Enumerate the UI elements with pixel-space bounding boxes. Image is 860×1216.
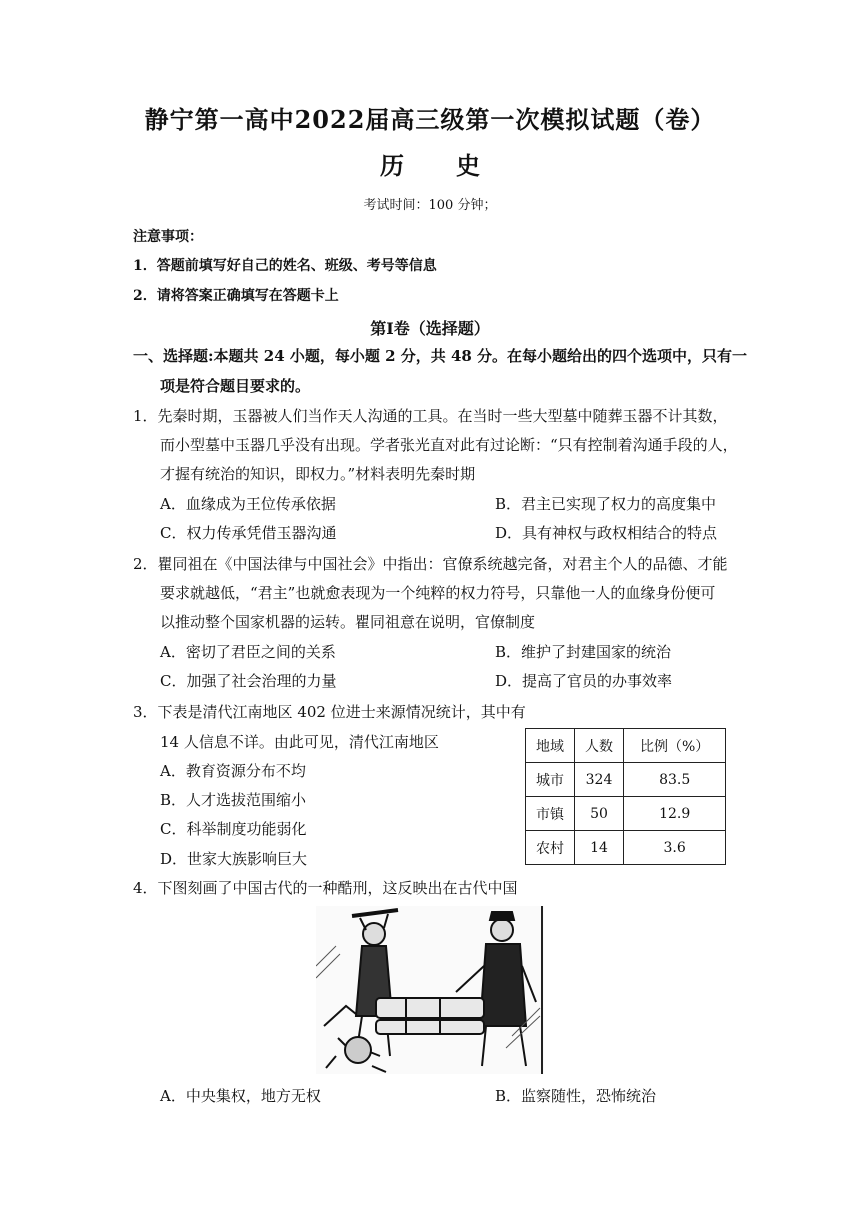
table-header-row [526,729,726,763]
q2-option-b: B．维护了封建国家的统治 [495,643,672,661]
q1-line-3: 才握有统治的知识，即权力。”材料表明先秦时期 [160,465,476,483]
q2-option-d: D．提高了官员的办事效率 [495,672,673,690]
table-cell: 3.6 [624,831,726,865]
table-cell: 农村 [526,831,575,865]
torture-illustration [316,906,544,1074]
q3-option-b: B．人才选拔范围缩小 [160,791,307,809]
jinshi-origin-table [525,728,726,865]
q2-option-c: C．加强了社会治理的力量 [160,672,337,690]
table-header-cell: 地域 [526,729,575,763]
table-cell: 324 [575,763,624,797]
q3-option-c: C．科举制度功能弱化 [160,820,307,838]
q4-option-b: B．监察随性，恐怖统治 [495,1087,657,1105]
q3-option-d: D．世家大族影响巨大 [160,850,308,868]
q1-line-1: 1．先秦时期，玉器被人们当作天人沟通的工具。在当时一些大型墓中随葬玉器不计其数， [133,407,728,425]
q2-line-1: 2．瞿同祖在《中国法律与中国社会》中指出：官僚系统越完备，对君主个人的品德、才能 [133,555,728,573]
table-cell: 城市 [526,763,575,797]
q3-option-a: A．教育资源分布不均 [160,762,306,780]
table-header-cell: 比例（%） [624,729,726,763]
q1-option-c: C．权力传承凭借玉器沟通 [160,524,337,542]
section-instruction-line-1: 一、选择题:本题共 24 小题，每小题 2 分，共 48 分。在每小题给出的四个选项中，只有一 [133,347,748,365]
q1-line-2: 而小型墓中玉器几乎没有出现。学者张光直对此有过论断：“只有控制着沟通手段的人， [160,436,738,454]
table-cell: 12.9 [624,797,726,831]
table-cell: 50 [575,797,624,831]
q1-option-d: D．具有神权与政权相结合的特点 [495,524,718,542]
exam-title: 静宁第一高中2022届高三级第一次模拟试题（卷） [144,105,716,134]
q1-option-a: A．血缘成为王位传承依据 [160,495,336,513]
q4-line-1: 4．下图刻画了中国古代的一种酷刑，这反映出在古代中国 [133,879,518,897]
q3-line-1: 3．下表是清代江南地区 402 位进士来源情况统计，其中有 [133,703,526,721]
notice-heading: 注意事项： [133,229,203,245]
subject-char-2: 史 [456,151,480,180]
table-header-cell: 人数 [575,729,624,763]
notice-item-2: 2．请将答案正确填写在答题卡上 [133,288,339,304]
subject-title [0,146,860,181]
q2-option-a: A．密切了君臣之间的关系 [160,643,336,661]
q1-option-b: B．君主已实现了权力的高度集中 [495,495,717,513]
table-cell: 市镇 [526,797,575,831]
section-title: 第Ⅰ卷（选择题） [370,319,490,338]
exam-time: 考试时间：100 分钟； [363,198,497,213]
q4-option-a: A．中央集权，地方无权 [160,1087,321,1105]
subject-char-1: 历 [380,151,404,180]
section-instruction-line-2: 项是符合题目要求的。 [160,377,311,395]
table-row [526,831,726,865]
table-row [526,797,726,831]
q2-line-3: 以推动整个国家机器的运转。瞿同祖意在说明，官僚制度 [160,613,536,631]
q3-line-2: 14 人信息不详。由此可见，清代江南地区 [160,733,439,751]
notice-item-1: 1．答题前填写好自己的姓名、班级、考号等信息 [133,258,437,274]
table-cell: 14 [575,831,624,865]
table-row [526,763,726,797]
q2-line-2: 要求就越低，“君主”也就愈表现为一个纯粹的权力符号，只靠他一人的血缘身份便可 [160,584,716,602]
table-cell: 83.5 [624,763,726,797]
